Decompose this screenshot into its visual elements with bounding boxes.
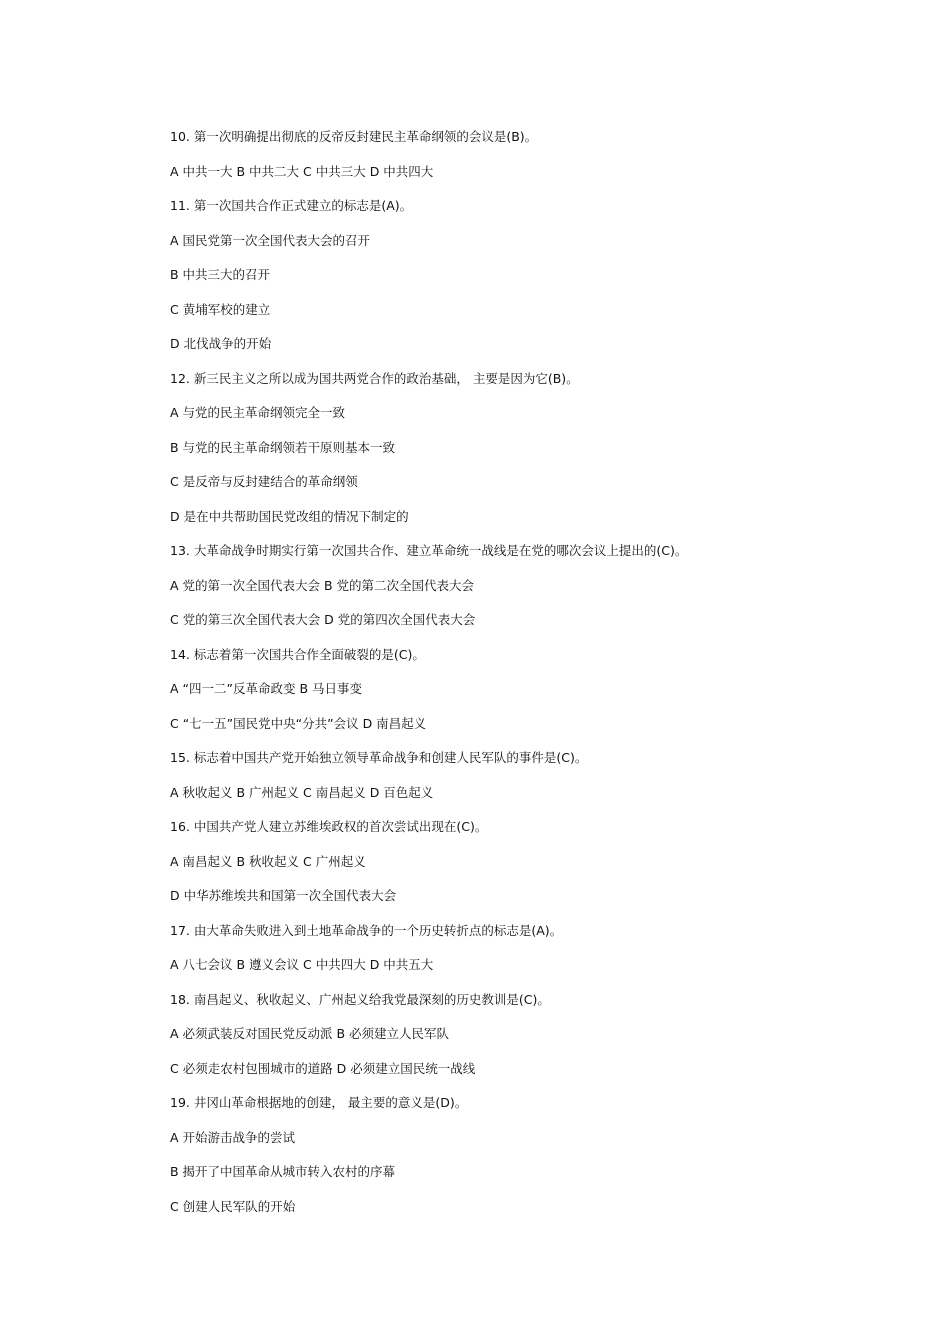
text-line: 11. 第一次国共合作正式建立的标志是(A)。 [170, 198, 413, 213]
text-line: C 必须走农村包围城市的道路 D 必须建立国民统一战线 [170, 1060, 476, 1076]
text-line: A 秋收起义 B 广州起义 C 南昌起义 D 百色起义 [170, 784, 434, 800]
text-line: 14. 标志着第一次国共合作全面破裂的是(C)。 [170, 646, 425, 662]
text-line: D 中华苏维埃共和国第一次全国代表大会 [170, 888, 397, 903]
text-line: 12. 新三民主义之所以成为国共两党合作的政治基础， 主要是因为它(B)。 [170, 370, 579, 386]
text-line: 17. 由大革命失败进入到土地革命战争的一个历史转折点的标志是(A)。 [170, 922, 563, 938]
text-line: C 是反帝与反封建结合的革命纲领 [170, 474, 358, 489]
text-line: A 必须武装反对国民党反动派 B 必须建立人民军队 [170, 1026, 450, 1041]
text-line: 10. 第一次明确提出彻底的反帝反封建民主革命纲领的会议是(B)。 [170, 129, 538, 144]
text-line: C 黄埔军校的建立 [170, 301, 271, 317]
text-line: 18. 南昌起义、秋收起义、广州起义给我党最深刻的历史教训是(C)。 [170, 991, 550, 1007]
text-line: D 北伐战争的开始 [170, 336, 272, 351]
text-line: B 中共三大的召开 [170, 267, 271, 282]
text-line: A 南昌起义 B 秋收起义 C 广州起义 [170, 853, 366, 869]
text-line: A 中共一大 B 中共二大 C 中共三大 D 中共四大 [170, 163, 434, 179]
text-line: A 党的第一次全国代表大会 B 党的第二次全国代表大会 [170, 577, 475, 593]
text-line: A “四一二”反革命政变 B 马日事变 [170, 681, 362, 696]
text-line: 16. 中国共产党人建立苏维埃政权的首次尝试出现在(C)。 [170, 819, 488, 834]
text-line: B 与党的民主革命纲领若干原则基本一致 [170, 439, 396, 455]
text-line: C 党的第三次全国代表大会 D 党的第四次全国代表大会 [170, 612, 476, 627]
text-line: 15. 标志着中国共产党开始独立领导革命战争和创建人民军队的事件是(C)。 [170, 750, 588, 765]
text-line: 19. 井冈山革命根据地的创建， 最主要的意义是(D)。 [170, 1095, 468, 1110]
text-line: D 是在中共帮助国民党改组的情况下制定的 [170, 508, 409, 524]
document-body [170, 128, 890, 1232]
text-line: C “七一五”国民党中央“分共”会议 D 南昌起义 [170, 715, 427, 731]
text-line: C 创建人民军队的开始 [170, 1198, 296, 1214]
text-line: A 与党的民主革命纲领完全一致 [170, 405, 346, 420]
text-line: A 国民党第一次全国代表大会的召开 [170, 232, 371, 248]
text-line: 13. 大革命战争时期实行第一次国共合作、建立革命统一战线是在党的哪次会议上提出的(C)。 [170, 543, 688, 558]
text-line: A 八七会议 B 遵义会议 C 中共四大 D 中共五大 [170, 957, 434, 972]
text-line: A 开始游击战争的尝试 [170, 1129, 296, 1145]
text-line: B 揭开了中国革命从城市转入农村的序幕 [170, 1164, 396, 1179]
